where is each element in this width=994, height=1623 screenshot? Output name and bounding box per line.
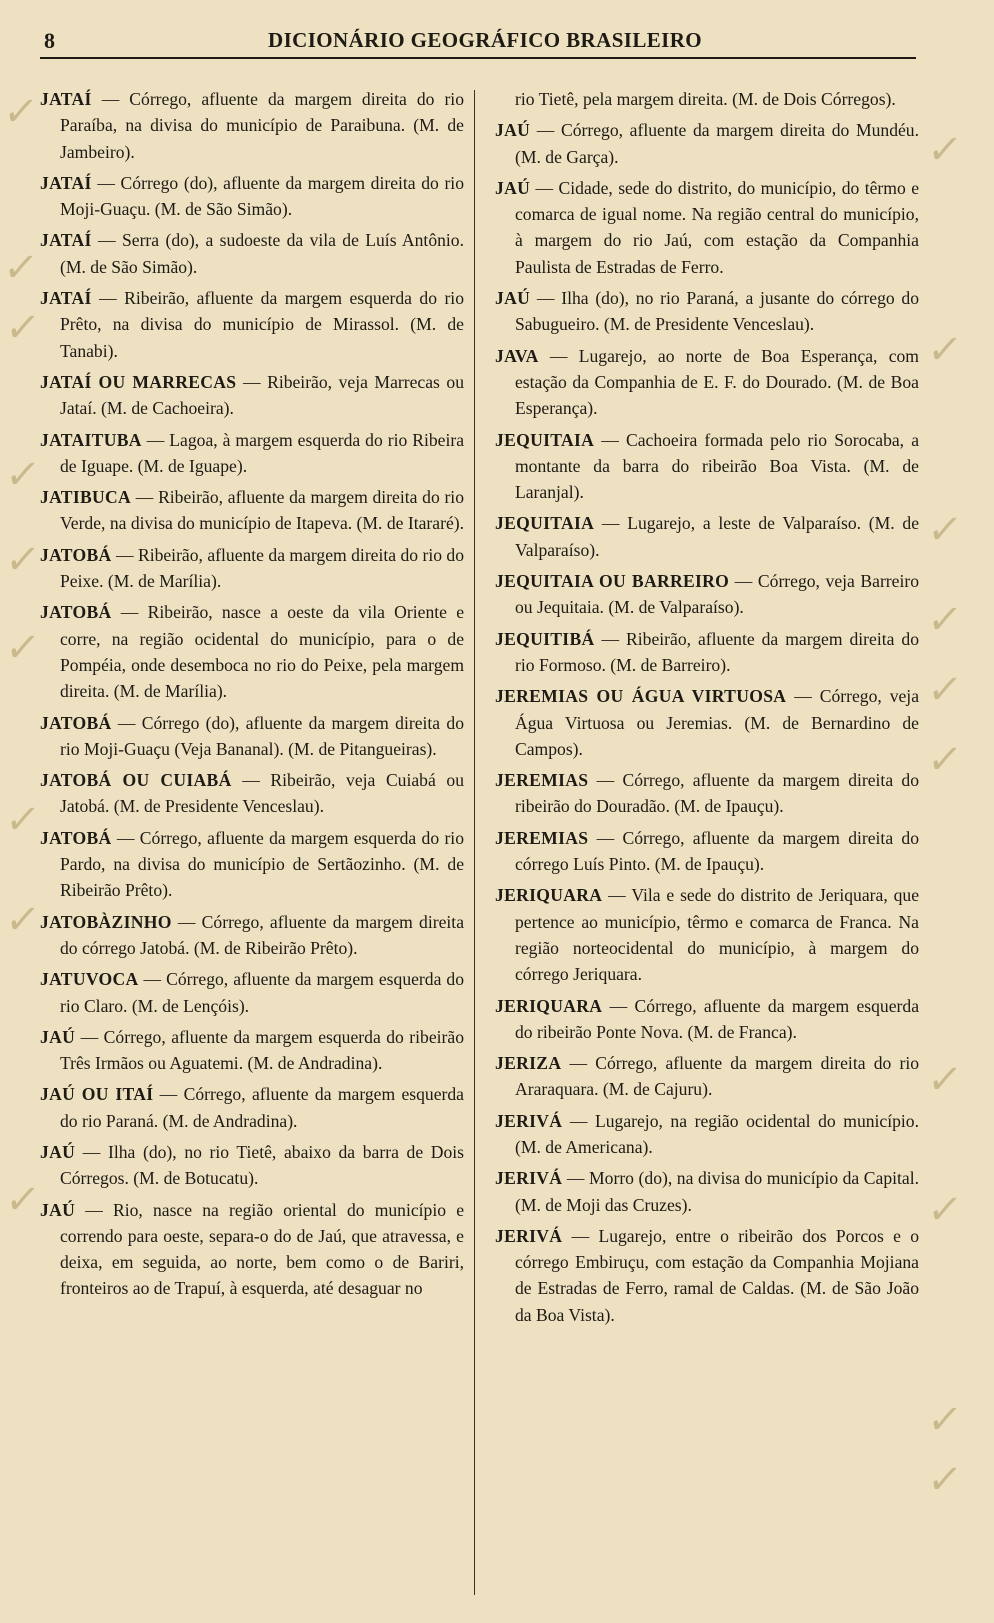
entry-headword: JATAÍ — [40, 230, 92, 251]
dictionary-entry — [495, 343, 919, 422]
entry-text: Ilha (do), no rio Paraná, a jusante do córrego do Sabugueiro. (M. de Presidente Venceslau). — [515, 288, 920, 335]
entry-headword: JAÚ — [495, 120, 531, 141]
pencil-check-mark: ✓ — [2, 1177, 43, 1223]
dictionary-entry — [40, 86, 464, 165]
entry-dash: — — [530, 120, 561, 141]
entry-headword: JERIQUARA — [495, 885, 603, 906]
entry-text: Ribeirão, nasce a oeste da vila Oriente e corre, na região ocidental do município, para o de Pompéia, onde desemboca no rio do Peixe, pela margem direita. (M. de Marília). — [60, 602, 464, 702]
right-column — [495, 86, 919, 1333]
dictionary-entry — [40, 542, 464, 595]
entry-headword: JERIVÁ — [495, 1168, 563, 1189]
entry-text: Ribeirão, afluente da margem esquerda do rio Prêto, na divisa do município de Mirassol. (M. de Tanabi). — [60, 288, 464, 361]
dictionary-entry — [495, 86, 919, 112]
entry-text: Lugarejo, a leste de Valparaíso. (M. de Valparaíso). — [515, 513, 920, 560]
entry-dash: — — [562, 1110, 595, 1131]
entry-dash: — — [602, 995, 635, 1016]
entry-headword: JATUVOCA — [40, 969, 139, 990]
entry-headword: JATOBÁ — [40, 712, 112, 733]
dictionary-entry — [495, 568, 919, 621]
pencil-check-mark: ✓ — [0, 245, 41, 291]
entry-dash: — — [594, 513, 628, 534]
entry-headword: JATOBÁ OU CUIABÁ — [40, 770, 232, 791]
dictionary-entry — [40, 1139, 464, 1192]
entry-text: Córrego, veja Barreiro ou Jequitaia. (M. de Valparaíso). — [515, 571, 920, 618]
entry-text: Córrego, veja Água Virtuosa ou Jeremias. (M. de Bernardino de Campos). — [515, 686, 919, 759]
dictionary-entry — [40, 427, 464, 480]
pencil-check-mark: ✓ — [0, 89, 41, 135]
pencil-check-mark: ✓ — [924, 1057, 965, 1103]
entry-text: Rio, nasce na região oriental do município e correndo para oeste, separa-o do de Jaú, que atravessa, e deixa, em seguida, ao norte, bem como o de Bariri, fronteiros ao de Trapuí, à esquerda, até desaguar no — [60, 1199, 465, 1299]
entry-dash: — — [561, 1053, 596, 1074]
entry-dash: — — [594, 429, 626, 450]
pencil-check-mark: ✓ — [924, 507, 965, 553]
dictionary-entry — [40, 1081, 464, 1134]
entry-headword: JEREMIAS — [495, 770, 589, 791]
entry-dash: — — [530, 288, 562, 309]
entry-dash: — — [111, 544, 138, 565]
entry-dash: — — [75, 1199, 114, 1220]
page-number: 8 — [44, 28, 55, 53]
entry-text: Córrego (do), afluente da margem direita do rio Moji-Guaçu (Veja Bananal). (M. de Pitangueiras). — [60, 712, 464, 759]
dictionary-entry — [40, 1024, 464, 1077]
entry-headword: JEREMIAS OU ÁGUA VIRTUOSA — [495, 686, 787, 707]
entry-headword: JATOBÁ — [40, 544, 112, 565]
entry-dash: — — [588, 827, 623, 848]
entry-dash: — — [562, 1168, 590, 1189]
entry-dash: — — [91, 288, 125, 309]
entry-text: Córrego, afluente da margem direita do córrego Jatobá. (M. de Ribeirão Prêto). — [60, 911, 464, 958]
entry-dash: — — [91, 230, 122, 251]
entry-dash: — — [111, 712, 142, 733]
entry-headword: JATAÍ — [40, 172, 92, 193]
dictionary-entry — [40, 285, 464, 364]
dictionary-entry — [495, 1108, 919, 1161]
pencil-check-mark: ✓ — [2, 625, 43, 671]
dictionary-entry — [40, 369, 464, 422]
entry-dash: — — [131, 487, 159, 508]
pencil-check-mark: ✓ — [924, 737, 965, 783]
entry-headword: JATIBUCA — [40, 487, 132, 508]
entry-headword: JATAITUBA — [40, 429, 142, 450]
pencil-check-mark: ✓ — [2, 537, 43, 583]
entry-headword: JAÚ — [40, 1026, 76, 1047]
entry-dash: — — [75, 1026, 104, 1047]
entry-text: Cidade, sede do distrito, do município, do têrmo e comarca de igual nome. Na região central do município, à margem do rio Jaú, com estação da Companhia Paulista de Estradas de Ferro. — [515, 177, 920, 277]
dictionary-entry — [495, 427, 919, 506]
entry-text: Córrego, afluente da margem esquerda do rio Claro. (M. de Lençóis). — [60, 969, 465, 1016]
entry-dash: — — [530, 177, 559, 198]
entry-headword: JAÚ — [495, 177, 531, 198]
entry-text: Lugarejo, na região ocidental do município. (M. de Americana). — [515, 1110, 919, 1157]
pencil-check-mark: ✓ — [924, 597, 965, 643]
entry-headword: JEQUITAIA — [495, 429, 595, 450]
dictionary-entry — [495, 683, 919, 762]
left-column — [40, 86, 464, 1307]
entry-dash: — — [729, 571, 758, 592]
entry-dash: — — [786, 686, 820, 707]
dictionary-entry — [40, 966, 464, 1019]
entry-text: Córrego, afluente da margem esquerda do ribeirão Três Irmãos ou Aguatemi. (M. de Andradina). — [60, 1026, 465, 1074]
header-rule — [40, 57, 916, 59]
entry-dash: — — [602, 885, 632, 906]
entry-text: Ribeirão, afluente da margem direita do rio do Peixe. (M. de Marília). — [60, 544, 465, 592]
pencil-check-mark: ✓ — [924, 1187, 965, 1233]
entry-text: Córrego, afluente da margem direita do rio Paraíba, na divisa do município de Paraibuna. (M. de Jambeiro). — [60, 89, 464, 162]
entry-headword: JAÚ — [495, 288, 531, 309]
entry-dash: — — [138, 969, 167, 990]
entry-text: Ribeirão, afluente da margem direita do rio Verde, na divisa do município de Itapeva. (M. de Itararé). — [60, 487, 465, 534]
pencil-check-mark: ✓ — [2, 897, 43, 943]
pencil-check-mark: ✓ — [2, 305, 43, 351]
entry-text: Morro (do), na divisa do município da Capital. (M. de Moji das Cruzes). — [515, 1168, 920, 1215]
dictionary-entry — [40, 710, 464, 763]
pencil-check-mark: ✓ — [924, 327, 965, 373]
dictionary-entry — [495, 285, 919, 338]
entry-text: Cachoeira formada pelo rio Sorocaba, a montante da barra do ribeirão Boa Vista. (M. de Laranjal). — [515, 429, 919, 503]
entry-headword: JEQUITAIA OU BARREIRO — [495, 571, 730, 592]
entry-headword: JATOBÁ — [40, 602, 112, 623]
pencil-check-mark: ✓ — [2, 452, 43, 498]
entry-headword: JERIQUARA — [495, 995, 603, 1016]
page-header — [0, 0, 994, 62]
entry-dash: — — [111, 827, 140, 848]
dictionary-entry — [495, 117, 919, 170]
entry-dash: — — [141, 429, 170, 450]
dictionary-entry — [495, 1165, 919, 1218]
entry-headword: JEQUITAIA — [495, 513, 595, 534]
dictionary-entry — [40, 484, 464, 537]
entry-text: Córrego, afluente da margem esquerda do rio Pardo, na divisa do município de Sertãozinho. (M. de Ribeirão Prêto). — [60, 827, 464, 901]
entry-text: Córrego, afluente da margem direita do rio Araraquara. (M. de Cajuru). — [515, 1053, 919, 1100]
entry-text: Vila e sede do distrito de Jeriquara, que pertence ao município, têrmo e comarca de Franca. Na região norteocidental do município, à margem do córrego Jeriquara. — [515, 885, 920, 985]
entry-text: Córrego, afluente da margem direita do ribeirão do Douradão. (M. de Ipauçu). — [515, 770, 919, 817]
dictionary-entry — [40, 599, 464, 704]
dictionary-entry — [495, 767, 919, 820]
entry-dash: — — [231, 770, 271, 791]
entry-text: Ribeirão, afluente da margem direita do rio Formoso. (M. de Barreiro). — [515, 628, 920, 675]
entry-dash: — — [75, 1141, 108, 1162]
pencil-check-mark: ✓ — [924, 1457, 965, 1503]
dictionary-entry — [40, 767, 464, 820]
dictionary-entry — [495, 510, 919, 563]
entry-dash: — — [91, 89, 130, 109]
dictionary-entry — [495, 825, 919, 878]
entry-headword: JATOBÀZINHO — [40, 911, 172, 932]
entry-dash: — — [153, 1084, 184, 1105]
entry-text: Lagoa, à margem esquerda do rio Ribeira de Iguape. (M. de Iguape). — [60, 429, 465, 476]
pencil-check-mark: ✓ — [2, 797, 43, 843]
entry-text: Córrego (do), afluente da margem direita do rio Moji-Guaçu. (M. de São Simão). — [60, 172, 464, 220]
pencil-check-mark: ✓ — [924, 127, 965, 173]
dictionary-entry — [40, 227, 464, 280]
entry-text: Ilha (do), no rio Tietê, abaixo da barra de Dois Córregos. (M. de Botucatu). — [60, 1141, 464, 1189]
entry-text: Serra (do), a sudoeste da vila de Luís Antônio. (M. de São Simão). — [60, 230, 464, 277]
entry-headword: JEREMIAS — [495, 827, 589, 848]
running-title: DICIONÁRIO GEOGRÁFICO BRASILEIRO — [268, 28, 703, 52]
dictionary-entry — [495, 1223, 919, 1328]
dictionary-entry — [40, 909, 464, 962]
entry-text: Córrego, afluente da margem esquerda do rio Paraná. (M. de Andradina). — [60, 1084, 464, 1131]
entry-headword: JAVA — [495, 345, 539, 366]
entry-text: Córrego, afluente da margem esquerda do ribeirão Ponte Nova. (M. de Franca). — [515, 995, 919, 1042]
entry-headword: JATAÍ — [40, 288, 92, 309]
dictionary-entry — [40, 170, 464, 223]
entry-headword: JERIZA — [495, 1053, 562, 1074]
entry-text: Lugarejo, ao norte de Boa Esperança, com estação da Companhia de E. F. do Dourado. (M. de Boa Esperança). — [515, 345, 919, 419]
dictionary-entry — [495, 882, 919, 987]
entry-text: Córrego, afluente da margem direita do Mundéu. (M. de Garça). — [515, 120, 920, 167]
pencil-check-mark: ✓ — [924, 1397, 965, 1443]
entry-dash: — — [538, 345, 579, 366]
entry-headword: JAÚ — [40, 1199, 76, 1220]
entry-text: Córrego, afluente da margem direita do córrego Luís Pinto. (M. de Ipauçu). — [515, 827, 919, 875]
entry-text: Ribeirão, veja Cuiabá ou Jatobá. (M. de Presidente Venceslau). — [60, 770, 464, 817]
dictionary-entry — [40, 1197, 464, 1302]
entry-dash: — — [588, 770, 623, 791]
entry-text: rio Tietê, pela margem direita. (M. de Dois Córregos). — [515, 89, 896, 109]
dictionary-entry — [495, 626, 919, 679]
entry-headword: JERIVÁ — [495, 1110, 563, 1131]
column-divider — [474, 90, 475, 1595]
dictionary-entry — [495, 175, 919, 280]
entry-headword: JATAÍ OU MARRECAS — [40, 371, 237, 392]
entry-dash: — — [594, 628, 627, 649]
entry-dash: — — [562, 1225, 599, 1246]
entry-headword: JAÚ — [40, 1141, 76, 1162]
dictionary-entry — [40, 825, 464, 904]
entry-dash: — — [91, 172, 121, 193]
entry-dash: — — [111, 602, 148, 623]
entry-headword: JATOBÁ — [40, 827, 112, 848]
entry-dash: — — [236, 371, 268, 392]
entry-headword: JERIVÁ — [495, 1225, 563, 1246]
entry-text: Lugarejo, entre o ribeirão dos Porcos e o córrego Embiruçu, com estação da Companhia Mojiana de Estradas de Ferro, ramal de Caldas. (M. de São João da Boa Vista). — [515, 1225, 919, 1325]
pencil-check-mark: ✓ — [924, 667, 965, 713]
entry-headword: JEQUITIBÁ — [495, 628, 595, 649]
entry-headword: JAÚ OU ITAÍ — [40, 1084, 154, 1105]
dictionary-entry — [495, 993, 919, 1046]
dictionary-entry — [495, 1050, 919, 1103]
entry-headword: JATAÍ — [40, 89, 92, 109]
entry-dash: — — [171, 911, 202, 932]
entry-text: Ribeirão, veja Marrecas ou Jataí. (M. de Cachoeira). — [60, 371, 465, 419]
